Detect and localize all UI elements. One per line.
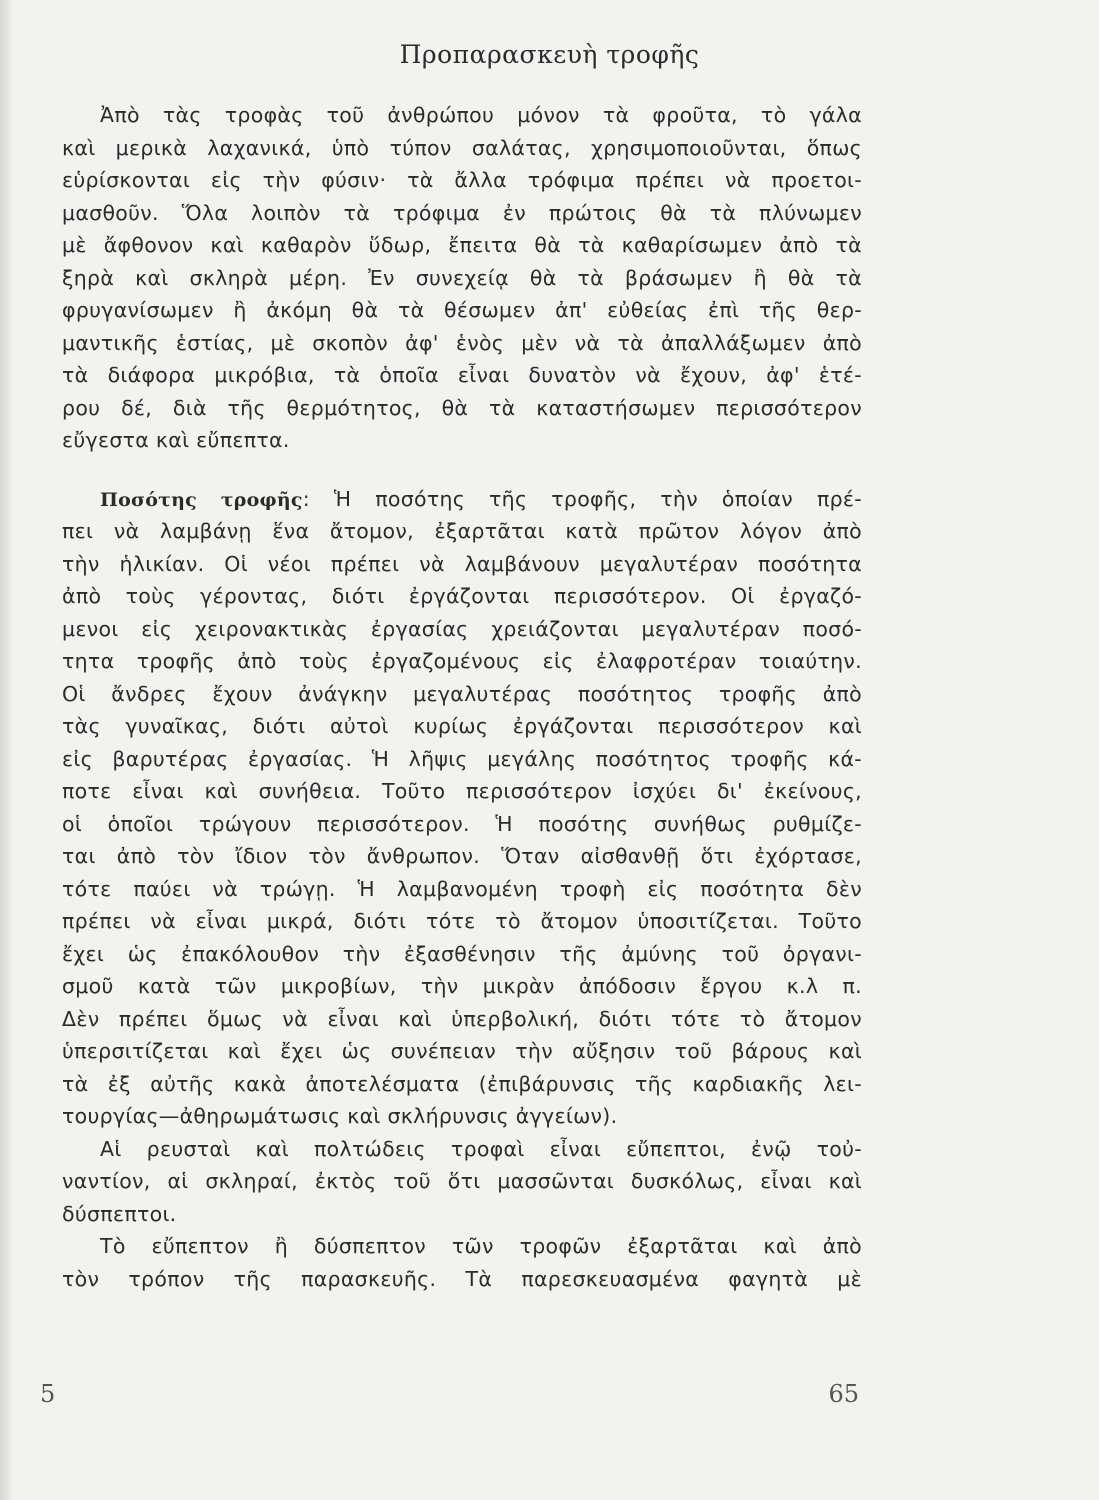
paragraph-2 xyxy=(62,483,862,1133)
text-line: εἰς βαρυτέρας ἐργασίας. Ἡ λῆψις μεγάλης ποσότητος τροφῆς κά- xyxy=(62,746,862,771)
text-line: Αἱ ρευσταὶ καὶ πολτώδεις τροφαὶ εἶναι εὔπεπτοι, ἐνῷ τοὐ- xyxy=(100,1136,862,1161)
text-line: ὑπερσιτίζεται καὶ ἔχει ὡς συνέπειαν τὴν αὔξησιν τοῦ βάρους καὶ xyxy=(62,1039,862,1063)
text-line: ἀπὸ τοὺς γέροντας, διότι ἐργάζονται περισσότερον. Οἱ ἐργαζό- xyxy=(62,584,862,608)
text-line: μασθοῦν. Ὅλα λοιπὸν τὰ τρόφιμα ἐν πρώτοις θὰ τὰ πλύνωμεν xyxy=(62,200,862,225)
text-line: δύσπεπτοι. xyxy=(62,1201,177,1226)
paragraph-gap xyxy=(62,457,862,483)
text-line: οἱ ὁποῖοι τρώγουν περισσότερον. Ἡ ποσότης συνήθως ρυθμίζε- xyxy=(62,811,862,836)
page-edge-shadow xyxy=(0,0,14,1500)
text-line: εὔγεστα καὶ εὔπεπτα. xyxy=(62,428,290,452)
text-line: μαντικῆς ἑστίας, μὲ σκοπὸν ἀφ' ἑνὸς μὲν νὰ τὰ ἀπαλλάξωμεν ἀπὸ xyxy=(62,330,862,355)
text-line: τὰ διάφορα μικρόβια, τὰ ὁποῖα εἶναι δυνατὸν νὰ ἔχουν, ἀφ' ἑτέ- xyxy=(62,363,862,387)
text-line: μενοι εἰς χειρονακτικὰς ἐργασίας χρειάζονται μεγαλυτέραν ποσό- xyxy=(62,616,862,641)
page-title: Προπαρασκευὴ τροφῆς xyxy=(399,40,700,69)
text-line: Οἱ ἄνδρες ἔχουν ἀνάγκην μεγαλυτέρας ποσότητος τροφῆς ἀπὸ xyxy=(62,681,862,706)
text-line: καὶ μερικὰ λαχανικά, ὑπὸ τύπον σαλάτας, χρησιμοποιοῦνται, ὅπως xyxy=(62,135,862,160)
text-line: ξηρὰ καὶ σκληρὰ μέρη. Ἐν συνεχείᾳ θὰ τὰ βράσωμεν ἢ θὰ τὰ xyxy=(62,265,862,290)
text-line: ρου δέ, διὰ τῆς θερμότητος, θὰ τὰ καταστήσωμεν περισσότερον xyxy=(62,395,862,420)
text-line: Ἀπὸ τὰς τροφὰς τοῦ ἀνθρώπου μόνον τὰ φροῦτα, τὸ γάλα xyxy=(100,103,862,127)
signature-mark: 5 xyxy=(40,1380,56,1408)
text-line-with-heading xyxy=(62,483,862,516)
text-line: τὰ ἐξ αὐτῆς κακὰ ἀποτελέσματα (ἐπιβάρυνσις τῆς καρδιακῆς λει- xyxy=(62,1071,862,1096)
text-line: τὸν τρόπον τῆς παρασκευῆς. Τὰ παρεσκευασμένα φαγητὰ μὲ xyxy=(62,1266,862,1291)
text-line: τητα τροφῆς ἀπὸ τοὺς ἐργαζομένους εἰς ἐλαφροτέραν τοιαύτην. xyxy=(62,649,862,673)
page-number: 65 xyxy=(828,1380,859,1408)
text-line: τὰς γυναῖκας, διότι αὐτοὶ κυρίως ἐργάζονται περισσότερον καὶ xyxy=(62,714,862,738)
text-line: σμοῦ κατὰ τῶν μικροβίων, τὴν μικρὰν ἀπόδοσιν ἔργου κ.λ π. xyxy=(62,974,862,998)
text-line: ται ἀπὸ τὸν ἴδιον τὸν ἄνθρωπον. Ὅταν αἰσθανθῇ ὅτι ἐχόρτασε, xyxy=(62,844,862,868)
text-line: φρυγανίσωμεν ἢ ἀκόμη θὰ τὰ θέσωμεν ἀπ' εὐθείας ἐπὶ τῆς θερ- xyxy=(62,298,862,322)
text-line: πει νὰ λαμβάνῃ ἕνα ἄτομον, ἐξαρτᾶται κατὰ πρῶτον λόγον ἀπὸ xyxy=(62,519,862,543)
paragraph-1 xyxy=(62,99,862,457)
text-line: πρέπει νὰ εἶναι μικρά, διότι τότε τὸ ἄτομον ὑποσιτίζεται. Τοῦτο xyxy=(62,909,862,933)
text-line: ἔχει ὡς ἐπακόλουθον τὴν ἐξασθένησιν τῆς ἀμύνης τοῦ ὀργανι- xyxy=(62,941,862,966)
heading-line-rest: : Ἡ ποσότης τῆς τροφῆς, τὴν ὁποίαν πρέ- xyxy=(302,486,862,511)
text-line: τὴν ἡλικίαν. Οἱ νέοι πρέπει νὰ λαμβάνουν μεγαλυτέραν ποσότητα xyxy=(62,551,862,576)
text-line: ναντίον, αἱ σκληραί, ἐκτὸς τοῦ ὅτι μασσῶνται δυσκόλως, εἶναι καὶ xyxy=(62,1169,862,1193)
text-line: ποτε εἶναι καὶ συνήθεια. Τοῦτο περισσότερον ἰσχύει δι' ἐκείνους, xyxy=(62,779,862,803)
paragraph-3 xyxy=(62,1133,862,1231)
text-line: εὑρίσκονται εἰς τὴν φύσιν· τὰ ἄλλα τρόφιμα πρέπει νὰ προετοι- xyxy=(62,168,862,192)
section-heading: Ποσότης τροφῆς xyxy=(100,488,303,511)
text-line: μὲ ἄφθονον καὶ καθαρὸν ὕδωρ, ἔπειτα θὰ τὰ καθαρίσωμεν ἀπὸ τὰ xyxy=(62,233,862,257)
text-line: τουργίας—ἀθηρωμάτωσις καὶ σκλήρυνσις ἀγγείων). xyxy=(62,1104,618,1128)
text-line: Τὸ εὔπεπτον ἢ δύσπεπτον τῶν τροφῶν ἐξαρτᾶται καὶ ἀπὸ xyxy=(100,1234,862,1258)
text-line: Δὲν πρέπει ὅμως νὰ εἶναι καὶ ὑπερβολική, διότι τότε τὸ ἄτομον xyxy=(62,1006,862,1031)
body-text xyxy=(62,99,862,1295)
paragraph-4 xyxy=(62,1230,862,1295)
text-line: τότε παύει νὰ τρώγῃ. Ἡ λαμβανομένη τροφὴ εἰς ποσότητα δὲν xyxy=(62,876,862,901)
